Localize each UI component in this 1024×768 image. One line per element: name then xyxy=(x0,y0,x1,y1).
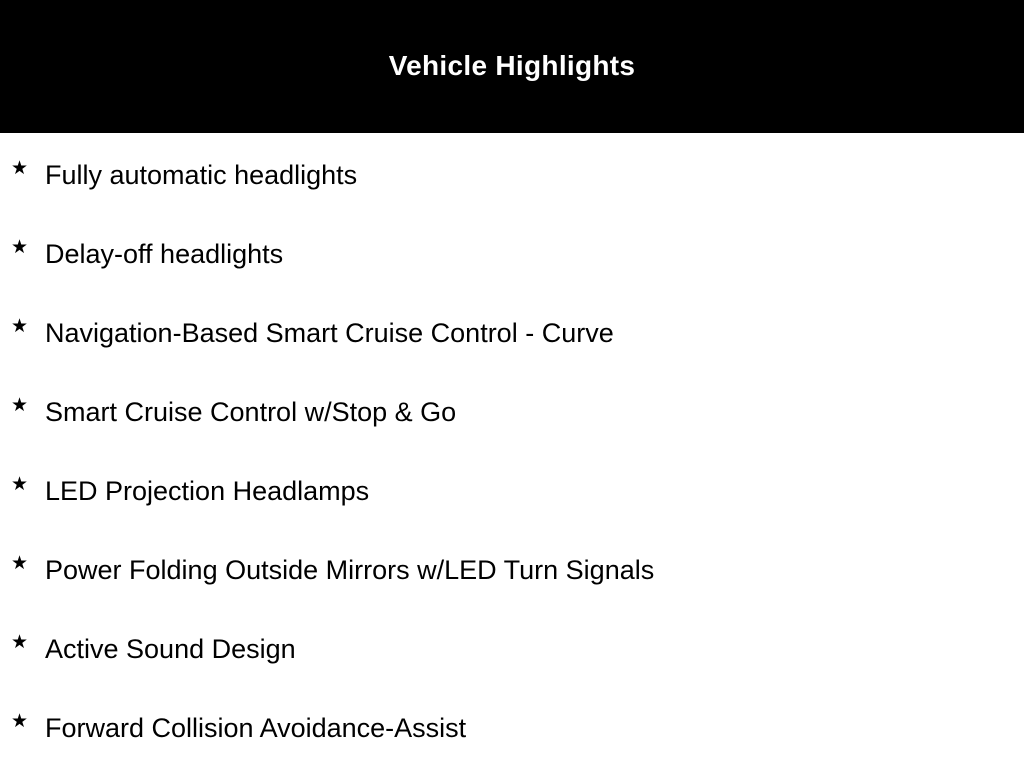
star-icon: ★ xyxy=(11,631,29,653)
star-icon: ★ xyxy=(11,710,29,732)
highlight-label: Active Sound Design xyxy=(45,634,296,664)
star-icon: ★ xyxy=(11,157,29,179)
highlight-label: Forward Collision Avoidance-Assist xyxy=(45,713,467,743)
highlight-label: Fully automatic headlights xyxy=(45,160,358,190)
highlight-label: LED Projection Headlamps xyxy=(45,476,370,506)
page-title: Vehicle Highlights xyxy=(388,49,636,81)
star-icon: ★ xyxy=(11,315,29,337)
highlight-label: Smart Cruise Control w/Stop & Go xyxy=(45,397,457,427)
star-icon: ★ xyxy=(11,236,29,258)
highlight-label: Power Folding Outside Mirrors w/LED Turn Signals xyxy=(45,555,655,585)
page-header xyxy=(0,0,1024,133)
highlight-label: Delay-off headlights xyxy=(45,239,284,269)
star-icon: ★ xyxy=(11,552,29,574)
star-icon: ★ xyxy=(11,473,29,495)
star-icon: ★ xyxy=(11,394,29,416)
highlight-label: Navigation-Based Smart Cruise Control - Curve xyxy=(45,318,614,348)
